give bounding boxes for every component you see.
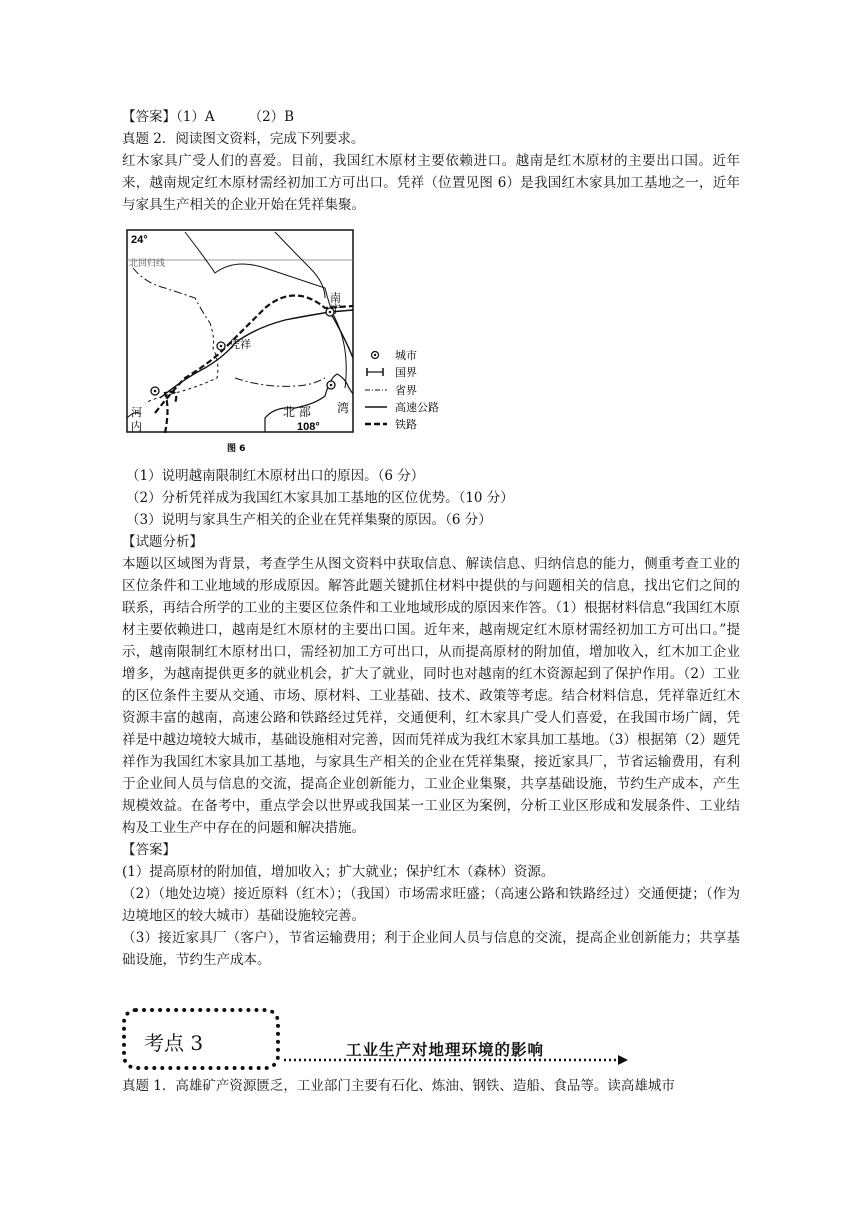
answer-item: （2）（地处边境）接近原料（红木）；（我国）市场需求旺盛；（高速公路和铁路经过）交通便捷；（作为边境地区的较大城市）基础设施较完善。 bbox=[122, 886, 740, 924]
beibu-label: 北 部 bbox=[283, 405, 311, 419]
tropic-label: 北回归线 bbox=[129, 259, 166, 269]
question-item: （1）说明越南限制红木原材出口的原因。（6 分） bbox=[126, 468, 425, 484]
legend-label: 铁路 bbox=[395, 418, 417, 431]
national-border-icon bbox=[367, 368, 383, 376]
answer-line bbox=[122, 106, 740, 128]
analysis-body: 本题以区域图为背景，考查学生从图文资料中获取信息、解读信息、归纳信息的能力，侧重考查工业的区位条件和工业地域的形成原因。解答此题关键抓住材料中提供的与问题相关的信息，找出它们之间的联系，再结合所学的工业的主要区位条件和工业地域形成的原因来作答。（1）根据材料信息“我国红木原材主要依赖进口，越南是红木原材的主要出口国。近年来，越南规定红木原材需经初加工方可出口。”提示，越南限制红木原材出口，需经初加工方可出口，从而提高原材的附加值，增加收入，红木加工企业增多，为越南提供更多的就业机会，扩大了就业，同时也对越南的红木资源起到了保护作用。（2）工业的区位条件主要从交通、市场、原材料、工业基础、技术、政策等考虑。结合材料信息，凭祥靠近红木资源丰富的越南，高速公路和铁路经过凭祥，交通便利，红木家具广受人们喜爱，在我国市场广阔，凭祥是中越边境较大城市，基础设施相对完善，因而凭祥成为我红木家具加工基地。（3）根据第（2）题凭祥作为我国红木家具加工基地，与家具生产相关的企业在凭祥集聚，接近家具厂，节省运输费用，有利于企业间人员与信息的交流，提高企业创新能力，工业企业集聚，共享基础设施，节约生产成本，产生规模效益。在备考中，重点学会以世界或我国某一工业区为案例，分析工业区形成和发展条件、工业结构及工业生产中存在的问题和解决措施。 bbox=[122, 556, 740, 836]
questions-block bbox=[122, 465, 740, 971]
lon-label: 108° bbox=[297, 421, 320, 433]
wan-label: 湾 bbox=[337, 401, 350, 415]
expressway-line bbox=[160, 310, 353, 398]
legend-label: 省界 bbox=[395, 384, 417, 397]
map-legend bbox=[365, 349, 439, 431]
section-badge-label: 考点 3 bbox=[144, 1031, 204, 1055]
answer-heading: 【答案】 bbox=[122, 842, 176, 858]
document-page bbox=[122, 0, 740, 216]
answer-q1: 【答案】（1）A bbox=[122, 109, 215, 125]
hanoi-label-1: 河 bbox=[131, 406, 142, 419]
legend-label: 高速公路 bbox=[395, 401, 439, 414]
city-pingxiang bbox=[217, 342, 225, 350]
city-icon bbox=[372, 352, 379, 359]
answer-item: (1）提高原材的附加值，增加收入；扩大就业；保护红木（森林）资源。 bbox=[122, 864, 555, 880]
provincial-border bbox=[133, 268, 325, 386]
question-item: （3）说明与家具生产相关的企业在凭祥集聚的原因。（6 分） bbox=[126, 512, 492, 528]
question-2-title: 真题 2．阅读图文资料，完成下列要求。 bbox=[122, 131, 365, 147]
river-north bbox=[275, 232, 325, 298]
next-question bbox=[122, 1075, 740, 1097]
question-2-intro: 红木家具广受人们的喜爱。目前，我国红木原材主要依赖进口。越南是红木原材的主要出口国。近年来，越南规定红木原材需经初加工方可出口。凭祥（位置见图 6）是我国红木家具加工基地之一，近年与家具生产相关的企业开始在凭祥集聚。 bbox=[122, 153, 740, 213]
analysis-heading: 【试题分析】 bbox=[122, 534, 203, 550]
question-item: （2）分析凭祥成为我国红木家具加工基地的区位优势。（10 分） bbox=[126, 490, 514, 506]
next-question-text: 真题 1．高雄矿产资源匮乏，工业部门主要有石化、炼油、钢铁、造船、食品等。读高雄城市 bbox=[122, 1078, 675, 1094]
figure-caption: 图 6 bbox=[227, 444, 246, 454]
lat-label: 24° bbox=[131, 234, 148, 246]
city-coastal bbox=[327, 381, 335, 389]
answer-item: （3）接近家具厂（客户），节省运输费用；利于企业间人员与信息的交流，提高企业创新能力；共享基础设施，节约生产成本。 bbox=[122, 930, 740, 968]
section-title: 工业生产对地理环境的影响 bbox=[346, 1040, 545, 1059]
hanoi-label-2: 内 bbox=[131, 420, 142, 433]
legend-label: 城市 bbox=[395, 349, 417, 362]
answer-q1b: （2）B bbox=[248, 109, 295, 125]
section-badge bbox=[122, 1008, 280, 1070]
nanning-label: 南宁 bbox=[328, 292, 342, 314]
figure-6-map bbox=[125, 228, 465, 454]
section-arrow-icon bbox=[282, 1054, 632, 1066]
legend-label: 国界 bbox=[395, 366, 417, 379]
pingxiang-label: 凭祥 bbox=[229, 338, 251, 351]
city-hanoi bbox=[151, 387, 159, 395]
